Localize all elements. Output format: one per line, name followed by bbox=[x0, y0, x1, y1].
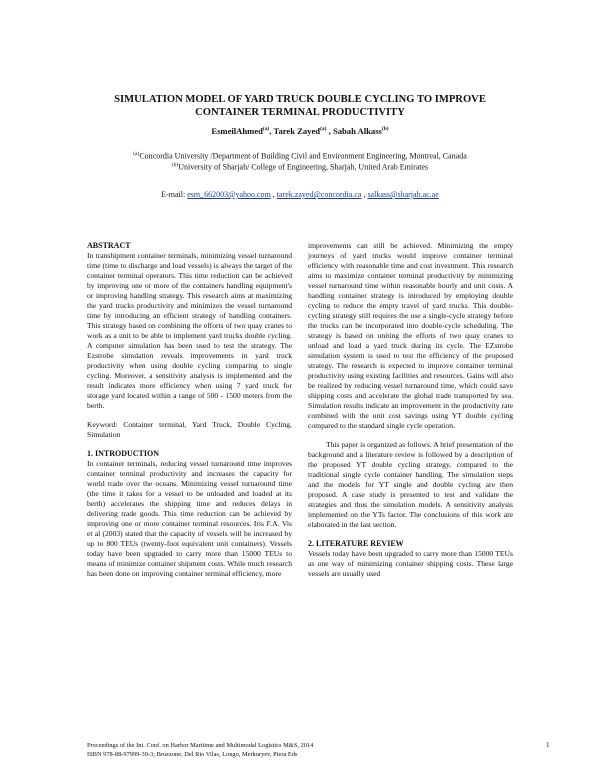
email-link-1[interactable]: esm_662003@yahoo.com bbox=[187, 190, 271, 199]
introduction-text: In container terminals, reducing vessel turnaround time improves container terminal productivity and increases the capacity for world trade over the oceans. Minimizing vessel turnaround time (the time it takes for a vessel to be unloaded and loaded at its berth) accelerates the shipping time and reduces delays in delivering trade goods. This time reduction can be achieved by improving one or more container terminal resources. Iris F.A. Vis et al (2003) stated that the capacity of vessels will be increased by up to 800 TEUs (twenty-foot equivalent unit containers). Vessels today have been upgraded to carry more than 15000 TEUs to means of minimize container shipment costs. While much research has been done on improving container terminal efficiency, more bbox=[87, 459, 292, 578]
right-column bbox=[308, 241, 513, 579]
footer-line-2: ISBN 978-88-97999-39-3; Bruzzone, Del Rio Vilas, Longo, Merkuryev, Piera Eds bbox=[87, 751, 298, 758]
author-3: Sabah Alkass bbox=[332, 126, 382, 136]
author-2: Tarek Zayed bbox=[273, 126, 321, 136]
affiliation-a-text: Concordia University /Department of Building Civil and Environment Engineering, Montreal, Canada bbox=[139, 151, 467, 161]
authors: EsmeilAhmed$^{(a)}$, Tarek Zayed$^{(a)}$ , Sabah Alkass$^{(b)}$ bbox=[211, 126, 389, 136]
author-1: EsmeilAhmed bbox=[211, 126, 263, 136]
abstract-heading: ABSTRACT bbox=[87, 241, 131, 250]
email-line: E-mail: esm_662003@yahoo.com , tarek.zayed@concordia.ca , salkass@sharjah.ac.ae bbox=[161, 190, 439, 199]
affiliation-b bbox=[60, 160, 540, 173]
title-line-1: SIMULATION MODEL OF YARD TRUCK DOUBLE CYCLING TO IMPROVE bbox=[114, 94, 486, 105]
literature-review-heading: 2. LITERATURE REVIEW bbox=[308, 539, 404, 548]
abstract-text: In transhipment container terminals, minimizing vessel turnaround time (time to discharge and load vessels) is always the target of the container terminal operators. This time reduction can be achieved by improving one or more of the containers handling equipment's or improving handling strategy. This research aims at maximizing the yard trucks productivity and minimizes the vessel turnaround time by introducing an efficient strategy of handling containers. This strategy based on combining the efforts of two quay cranes to work as a unit to be able to implement yard trucks double cycling. A computer simulation has been used to test the strategy. The Ezstrobe simulation reveals improvements in yard truck productivity when using double cycling comparing to single cycling. Moreover, a sensitivity analysis is implemented and the result indicates more efficiency when using 7 yard truck for storage yard located within a range of 500 - 1500 meters from the berth. bbox=[87, 251, 292, 410]
email-link-2[interactable]: tarek.zayed@concordia.ca bbox=[276, 190, 362, 199]
email-link-3[interactable]: salkass@sharjah.ac.ae bbox=[367, 190, 439, 199]
right-paragraph-2: This paper is organized as follows. A brief presentation of the background and a literature review is followed by a description of the proposed YT double cycling strategy, compared to the traditional single cycle container handling. The simulation steps and the models for YT single and double cycling are then proposed. A case study is presented to test and validate the strategies and thus the simulation models. A sensitivity analysis implemented on the YTs factor. The conclusions of this work are elaborated in the last section. bbox=[308, 440, 513, 529]
affiliation-a-sup: (a) bbox=[133, 151, 140, 157]
footer-line-1: Proceedings of the Int. Conf. on Harbor Maritime and Multimodal Logistics M&S, 2014 bbox=[87, 742, 314, 749]
affiliation-b-sup: (b) bbox=[171, 162, 179, 168]
affiliation-b-text: University of Sharjah/ College of Engineering, Sharjah, United Arab Emirates bbox=[178, 162, 429, 172]
introduction-heading: 1. INTRODUCTION bbox=[87, 449, 160, 458]
footer bbox=[87, 741, 313, 759]
right-paragraph-3: Vessels today have been upgraded to carry more than 15000 TEUs as one way of minimizing container shipping costs. These large vessels are usually used bbox=[308, 549, 513, 578]
title-line-2: CONTAINER TERMINAL PRODUCTIVITY bbox=[195, 107, 405, 118]
author-3-sup: (b) bbox=[381, 126, 389, 133]
email-label: E-mail: bbox=[161, 190, 186, 199]
author-2-sup: (a) bbox=[320, 126, 327, 133]
author-1-sup: (a) bbox=[262, 126, 270, 133]
left-column bbox=[87, 241, 292, 579]
keywords: Keyword: Container terminal, Yard Truck, Double Cycling, Simulation bbox=[87, 420, 292, 439]
right-paragraph-1: improvements can still be achieved. Minimizing the empty journeys of yard trucks would improve container terminal efficiency with reasonable time and cost investment. This research aims to maximize container terminal productivity by minimizing vessel turnaround time within reasonable hourly and unit costs. A handling container strategy is introduced by employing double cycling to reduce the empty travel of yard trucks. This double-cycling strategy still requires the use a single-cycle strategy before the trucks can be incorporated into double-cycle scheduling. The strategy is based on uniting the efforts of two quay cranes to unload and load a yard truck during its cycle. The EZstrobe simulation system is used to test the efficiency of the proposed strategy. The research is expected to improve container terminal productivity using existing facilities and resources. Gains will also be realized by reducing vessel turnaround time, which could save shipping costs and accelerate the global trade transported by sea. Simulation results indicate an improvement in the productivity rate combined with the unit cost savings using YT double cycling compared to the standard single cycle operation. bbox=[308, 241, 513, 430]
paper-title bbox=[80, 93, 520, 119]
page-number: 1 bbox=[546, 741, 550, 749]
